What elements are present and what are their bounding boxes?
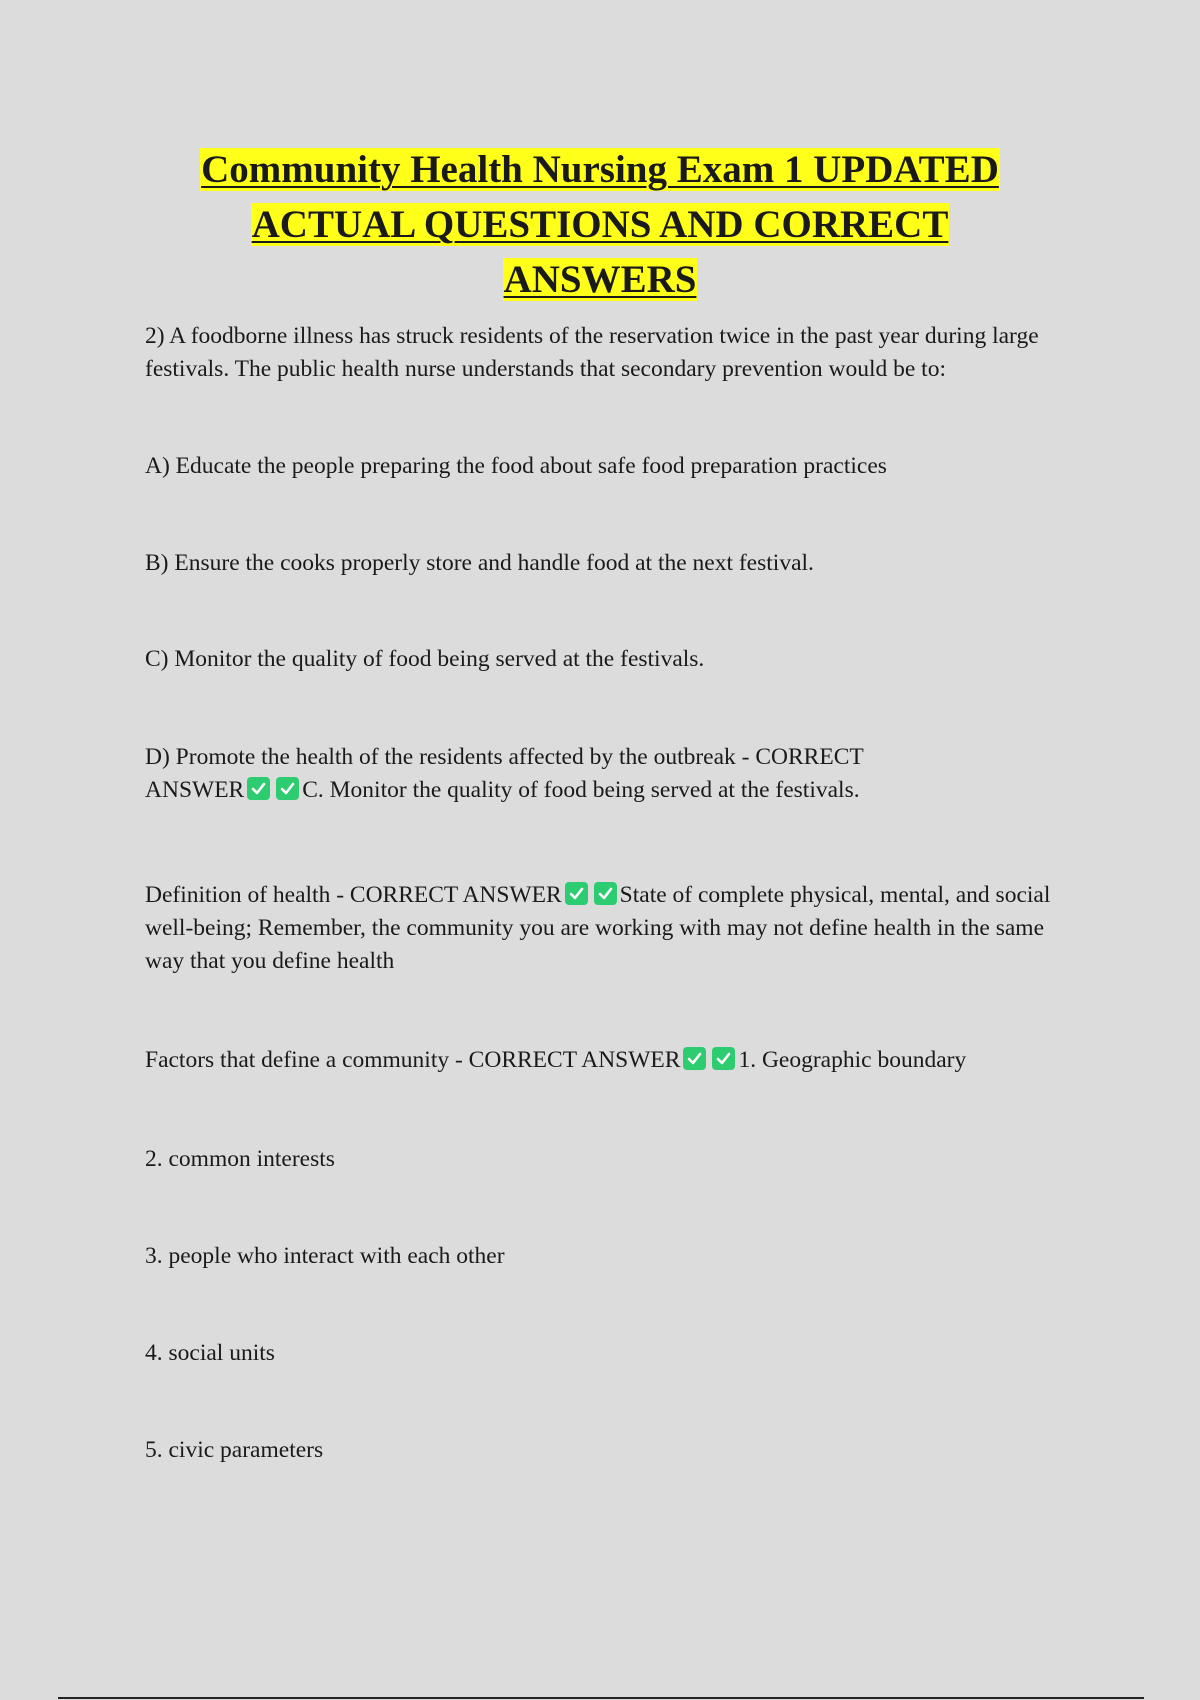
question-text: 2) A foodborne illness has struck residents of the reservation twice in the past year during large festivals. The public health nurse understands that secondary prevention would be to:	[145, 323, 1039, 382]
check-box-icon	[565, 882, 588, 905]
check-box-icon	[683, 1047, 706, 1070]
check-box-icon	[594, 882, 617, 905]
factors-term: Factors that define a community - CORRECT ANSWER	[145, 1047, 681, 1073]
definition-answer: State of complete physical, mental, and social well-being; Remember, the community you are working with may not define health in the same way that you define health	[145, 882, 1051, 974]
title-line-3: ANSWERS	[503, 258, 697, 301]
check-box-icon	[247, 777, 270, 800]
factors-first: 1. Geographic boundary	[738, 1047, 967, 1073]
factor-item: 5. civic parameters	[145, 1437, 324, 1463]
definition-of-health	[145, 879, 1075, 978]
check-box-icon	[712, 1047, 735, 1070]
factors-community	[145, 1044, 1075, 1077]
title-line-1: Community Health Nursing Exam 1 UPDATED	[201, 148, 999, 191]
footer-divider	[58, 1697, 1144, 1699]
title-line-2: ACTUAL QUESTIONS AND CORRECT	[251, 203, 949, 246]
option-b: B) Ensure the cooks properly store and handle food at the next festival.	[145, 550, 814, 576]
question-answer: C. Monitor the quality of food being served at the festivals.	[302, 777, 860, 803]
factor-item: 3. people who interact with each other	[145, 1243, 505, 1269]
option-a: A) Educate the people preparing the food about safe food preparation practices	[145, 453, 887, 479]
document-title	[145, 142, 1055, 307]
factor-item: 2. common interests	[145, 1146, 335, 1172]
check-box-icon	[276, 777, 299, 800]
option-d: D) Promote the health of the residents affected by the outbreak - CORRECT ANSWER	[145, 744, 864, 803]
option-d-with-answer	[145, 741, 905, 807]
factor-item: 4. social units	[145, 1340, 275, 1366]
option-c: C) Monitor the quality of food being served at the festivals.	[145, 646, 705, 672]
definition-term: Definition of health - CORRECT ANSWER	[145, 882, 562, 908]
